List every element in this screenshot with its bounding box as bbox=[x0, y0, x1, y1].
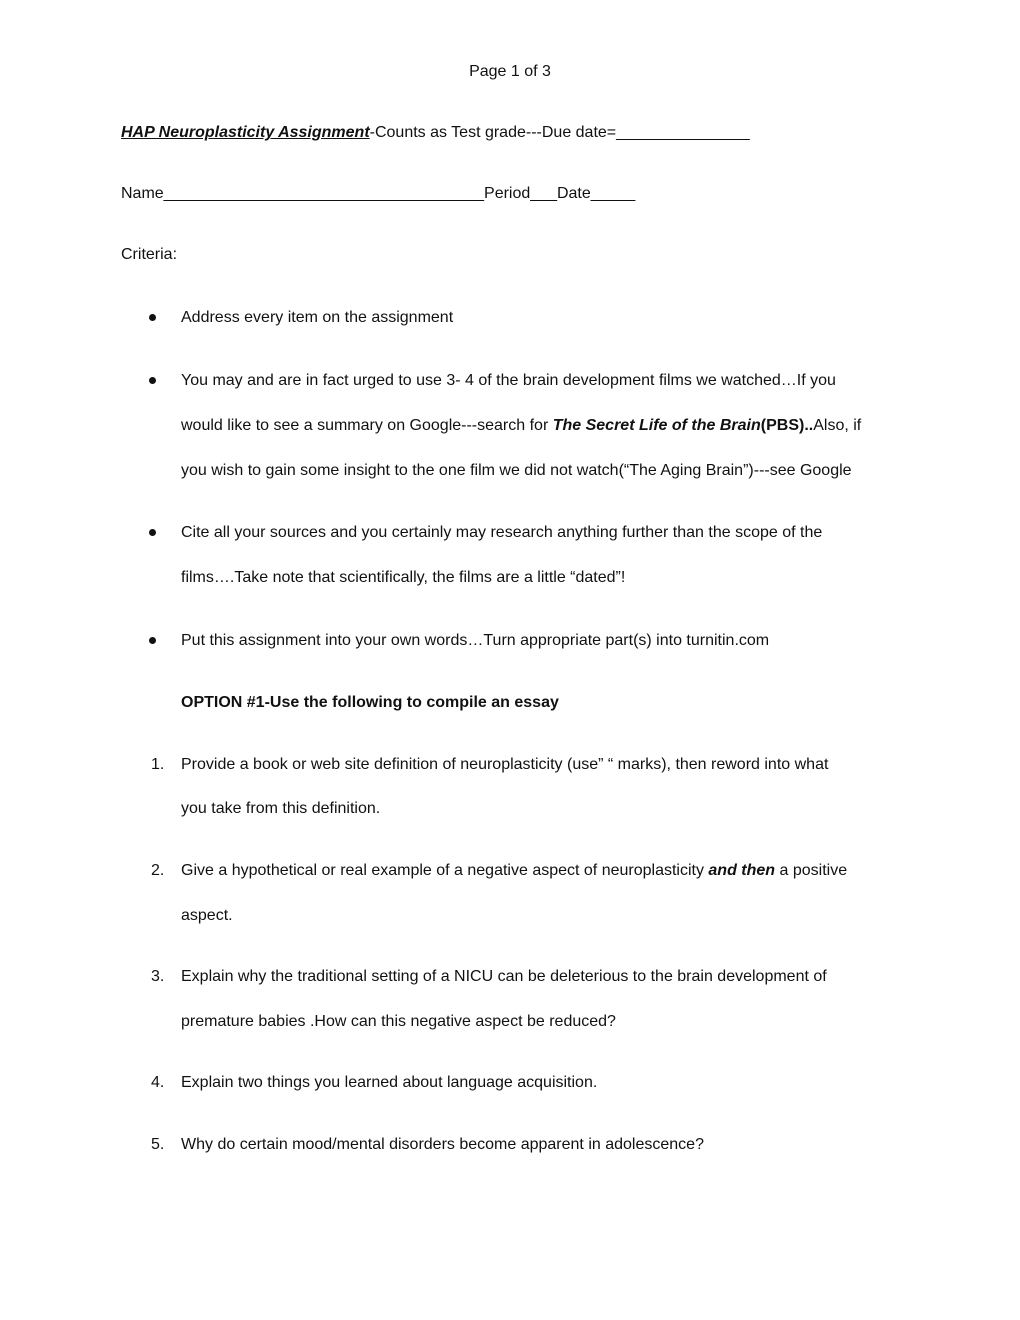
assignment-title-rest: -Counts as Test grade---Due date=_______________ bbox=[369, 124, 750, 141]
assignment-title bbox=[121, 123, 750, 143]
film-title: The Secret Life of the Brain bbox=[552, 417, 761, 434]
item-2-emphasis: and then bbox=[708, 862, 776, 879]
criteria-bullet-4: Put this assignment into your own words…Turn appropriate part(s) into turnitin.com bbox=[181, 632, 770, 649]
criteria-bullet-2-line-1: You may and are in fact urged to use 3- 4 of the brain development films we watched…If you bbox=[181, 372, 836, 389]
bullet-icon bbox=[149, 314, 156, 321]
item-number-4: 4. bbox=[151, 1074, 165, 1091]
criteria-label: Criteria: bbox=[121, 246, 178, 263]
bullet-2-text: would like to see a summary on Google---search for bbox=[181, 417, 553, 434]
assignment-title-main: HAP Neuroplasticity Assignment bbox=[121, 124, 370, 141]
item-3-line-2: premature babies .How can this negative aspect be reduced? bbox=[181, 1013, 616, 1030]
item-1-line-1: Provide a book or web site definition of neuroplasticity (use” “ marks), then reword into what bbox=[181, 756, 829, 773]
bullet-icon bbox=[149, 637, 156, 644]
item-number-5: 5. bbox=[151, 1136, 165, 1153]
option-1-heading: OPTION #1-Use the following to compile an essay bbox=[181, 694, 559, 711]
item-2-line-1 bbox=[181, 861, 847, 881]
item-number-2: 2. bbox=[151, 862, 165, 879]
criteria-bullet-2-line-2 bbox=[181, 416, 861, 436]
item-number-1: 1. bbox=[151, 756, 165, 773]
name-period-date-line: Name____________________________________Period___Date_____ bbox=[121, 185, 636, 202]
item-3-line-1: Explain why the traditional setting of a NICU can be deleterious to the brain development of bbox=[181, 968, 827, 985]
criteria-bullet-3-line-1: Cite all your sources and you certainly may research anything further than the scope of the bbox=[181, 524, 823, 541]
criteria-bullet-3-line-2: films….Take note that scientifically, the films are a little “dated”! bbox=[181, 569, 626, 586]
criteria-bullet-1: Address every item on the assignment bbox=[181, 309, 454, 326]
item-2-text: Give a hypothetical or real example of a negative aspect of neuroplasticity bbox=[181, 862, 709, 879]
item-4: Explain two things you learned about language acquisition. bbox=[181, 1074, 598, 1091]
criteria-bullet-2-line-3: you wish to gain some insight to the one film we did not watch(“The Aging Brain”)---see Google bbox=[181, 462, 852, 479]
bullet-2-text-end: Also, if bbox=[813, 417, 862, 434]
pbs-label: (PBS).. bbox=[760, 417, 814, 434]
item-5: Why do certain mood/mental disorders become apparent in adolescence? bbox=[181, 1136, 704, 1153]
item-number-3: 3. bbox=[151, 968, 165, 985]
item-2-text-end: a positive bbox=[775, 862, 848, 879]
bullet-icon bbox=[149, 529, 156, 536]
item-1-line-2: you take from this definition. bbox=[181, 800, 381, 817]
page-indicator: Page 1 of 3 bbox=[469, 63, 551, 80]
bullet-icon bbox=[149, 377, 156, 384]
item-2-line-2: aspect. bbox=[181, 907, 233, 924]
